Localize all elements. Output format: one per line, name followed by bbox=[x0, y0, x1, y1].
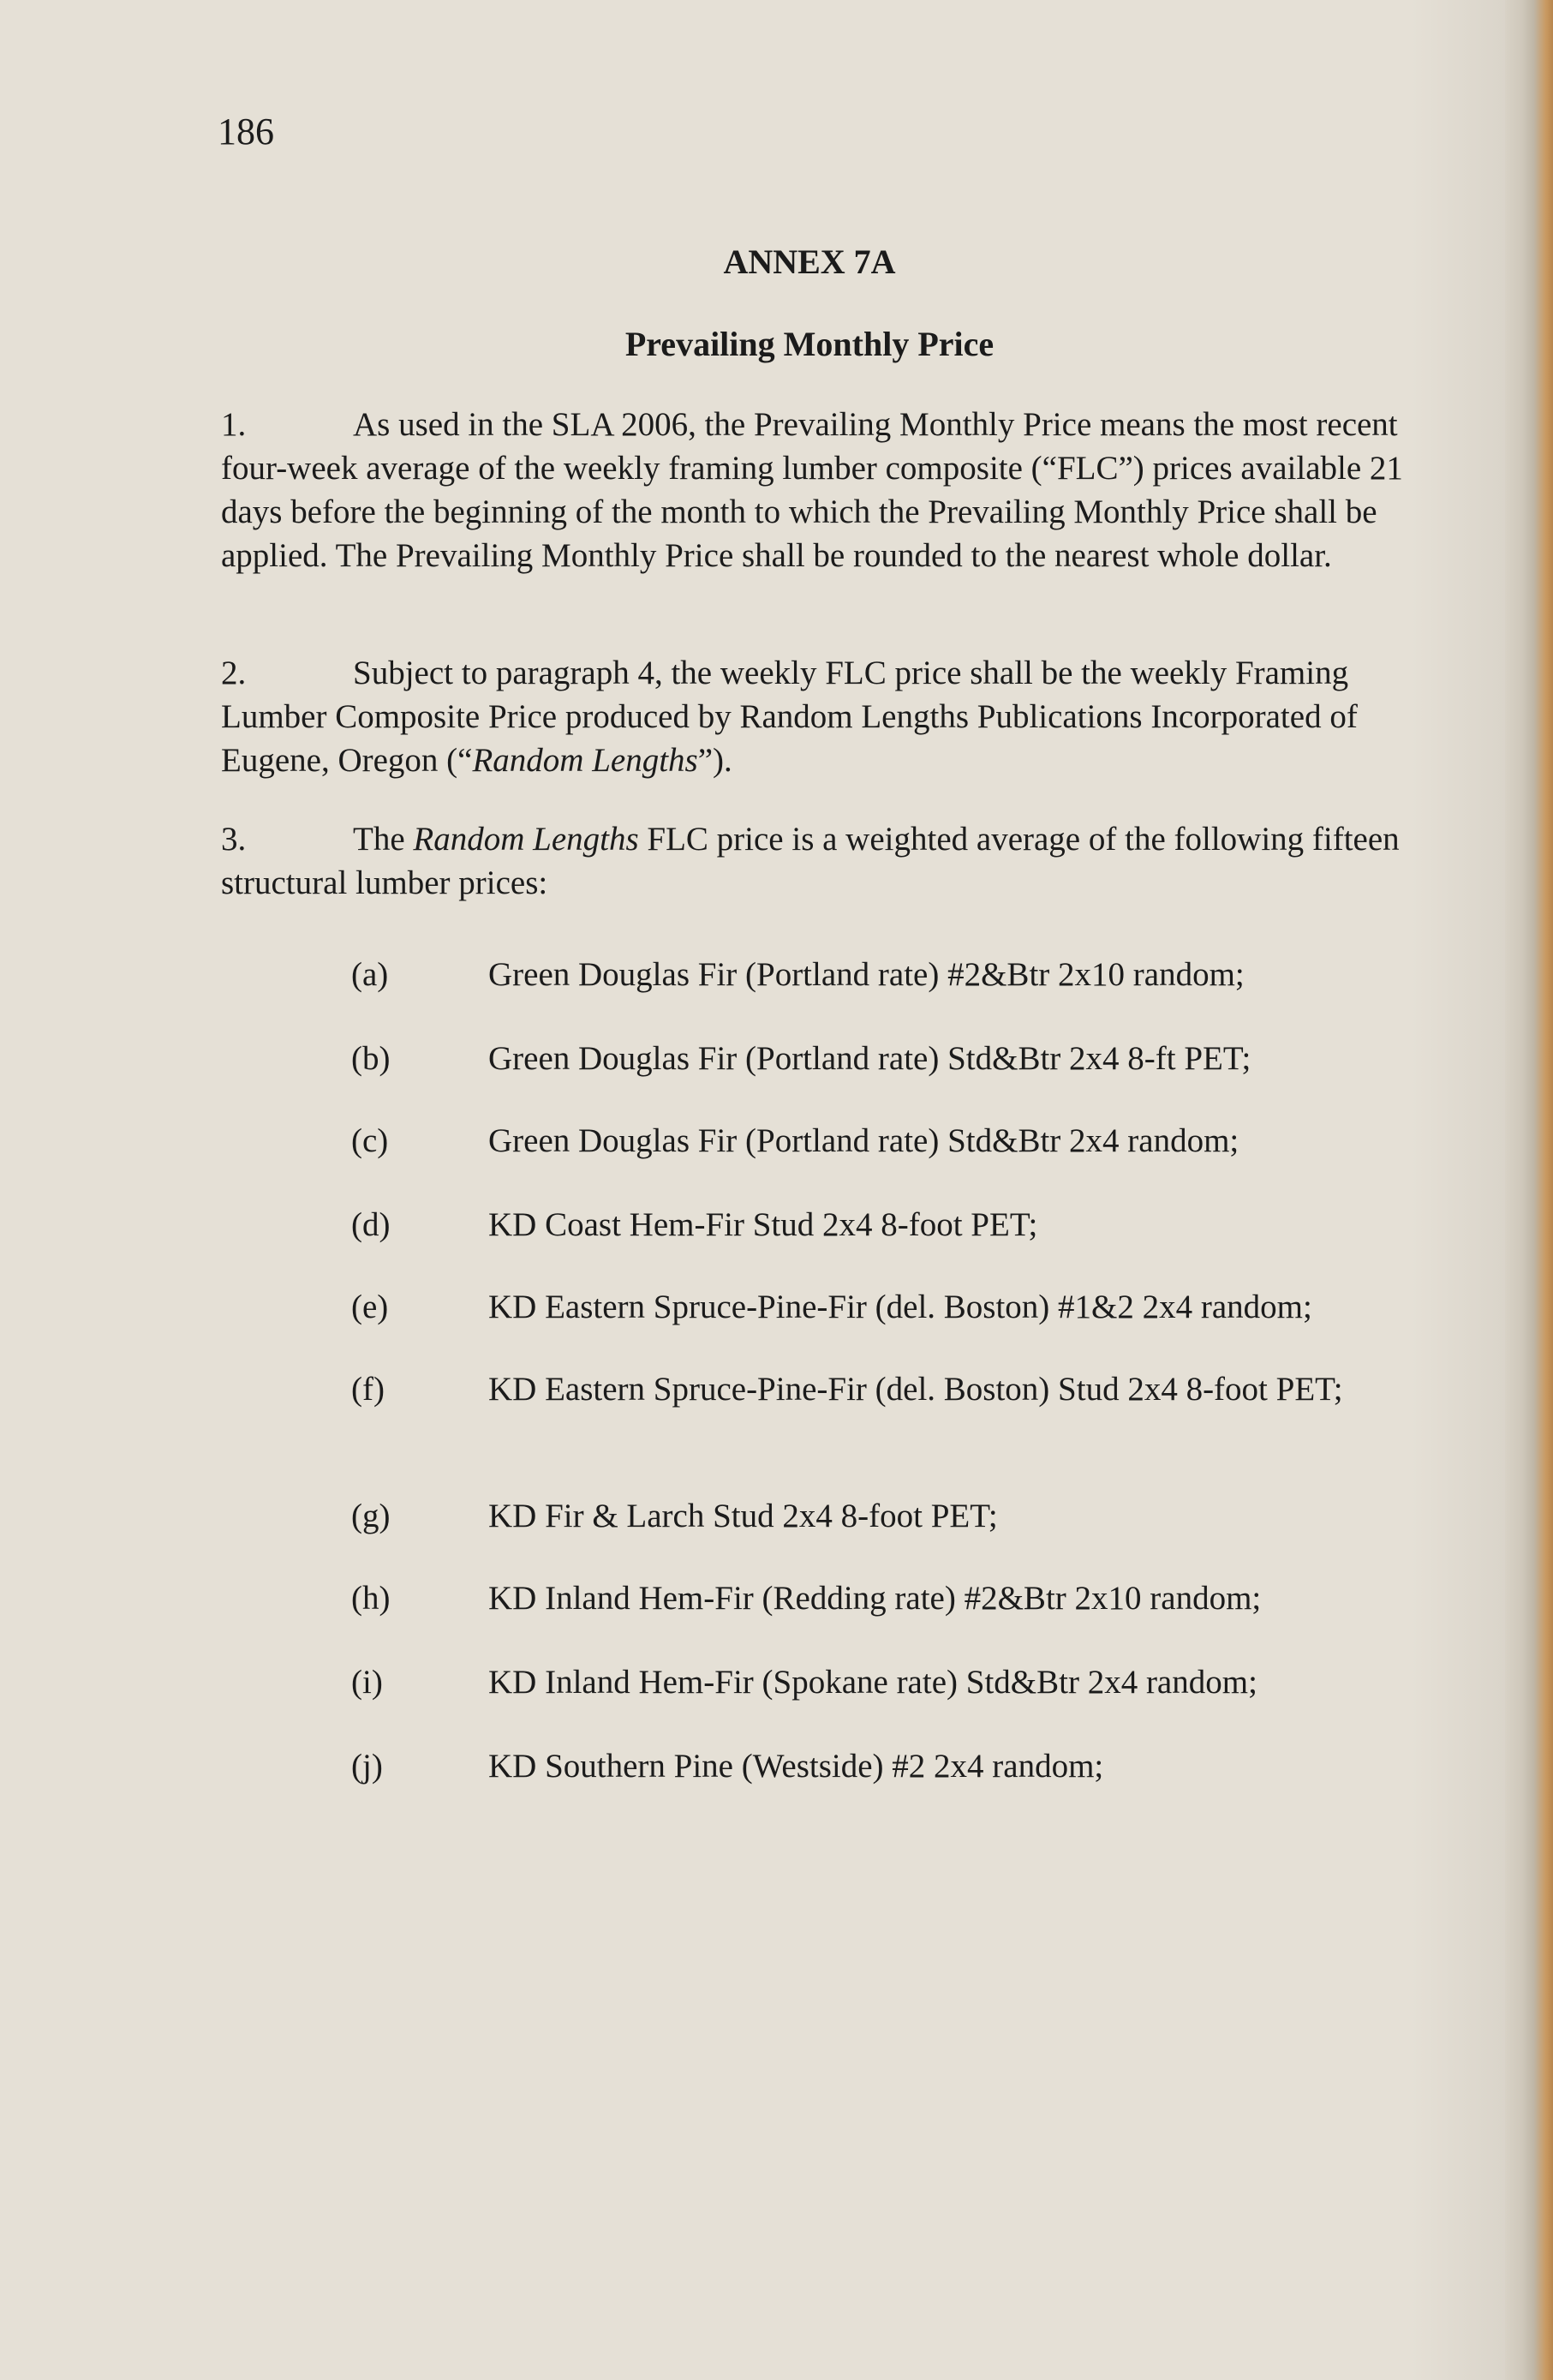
list-item-text: Green Douglas Fir (Portland rate) Std&Btr 2x4 8-ft PET; bbox=[488, 1040, 1251, 1077]
list-item-text: KD Inland Hem-Fir (Redding rate) #2&Btr 2x10 random; bbox=[488, 1580, 1262, 1617]
list-item-text: KD Fir & Larch Stud 2x4 8-foot PET; bbox=[488, 1498, 998, 1534]
list-item-text: Green Douglas Fir (Portland rate) Std&Btr 2x4 random; bbox=[488, 1122, 1239, 1159]
paragraph-3 bbox=[221, 817, 1412, 905]
list-item-text: Green Douglas Fir (Portland rate) #2&Btr 2x10 random; bbox=[488, 956, 1245, 993]
paragraph-text-end: FLC price is a weighted average of the following fifteen structural lumber prices: bbox=[221, 821, 1400, 901]
list-item-label: (f) bbox=[351, 1371, 385, 1408]
list-item-text: KD Eastern Spruce-Pine-Fir (del. Boston) Stud 2x4 8-foot PET; bbox=[488, 1371, 1343, 1408]
paragraph-text-end: ”). bbox=[697, 742, 732, 779]
paragraph-2 bbox=[221, 651, 1412, 782]
list-item-label: (d) bbox=[351, 1206, 391, 1243]
annex-subtitle: Prevailing Monthly Price bbox=[624, 325, 995, 363]
list-item-label: (c) bbox=[351, 1122, 389, 1159]
paragraph-text: Subject to paragraph 4, the weekly FLC price shall be the weekly Framing Lumber Composite Price produced by Random Lengths Publications Incorporated of Eugene, Oregon (“ bbox=[221, 655, 1358, 779]
paragraph-number: 1. bbox=[221, 406, 247, 443]
italic-term: Random Lengths bbox=[413, 821, 639, 858]
list-item-label: (a) bbox=[351, 956, 389, 993]
list-item-text: KD Eastern Spruce-Pine-Fir (del. Boston) #1&2 2x4 random; bbox=[488, 1289, 1312, 1325]
list-item-label: (i) bbox=[351, 1664, 383, 1701]
italic-term: Random Lengths bbox=[472, 742, 698, 779]
annex-title: ANNEX 7A bbox=[723, 242, 896, 281]
list-item-text: KD Inland Hem-Fir (Spokane rate) Std&Btr 2x4 random; bbox=[488, 1664, 1257, 1701]
list-item-text: KD Coast Hem-Fir Stud 2x4 8-foot PET; bbox=[488, 1206, 1038, 1243]
paragraph-text: As used in the SLA 2006, the Prevailing Monthly Price means the most recent four-week average of the weekly framing lumber composite (“FLC”) prices available 21 days before the beginning of the month to which the Prevailing Monthly Price shall be applied. The Prevailing Monthly Price shall be rounded to the nearest whole dollar. bbox=[221, 406, 1403, 574]
list-item-label: (j) bbox=[351, 1748, 383, 1785]
paragraph-1 bbox=[221, 403, 1412, 577]
list-item-label: (h) bbox=[351, 1580, 391, 1617]
list-item-label: (b) bbox=[351, 1040, 391, 1077]
list-item-label: (e) bbox=[351, 1289, 389, 1325]
list-item-text: KD Southern Pine (Westside) #2 2x4 random; bbox=[488, 1748, 1104, 1785]
paragraph-number: 3. bbox=[221, 821, 247, 858]
page-number: 186 bbox=[218, 111, 274, 152]
list-item-label: (g) bbox=[351, 1498, 391, 1534]
paragraph-number: 2. bbox=[221, 655, 247, 691]
paragraph-text: The bbox=[353, 821, 414, 858]
